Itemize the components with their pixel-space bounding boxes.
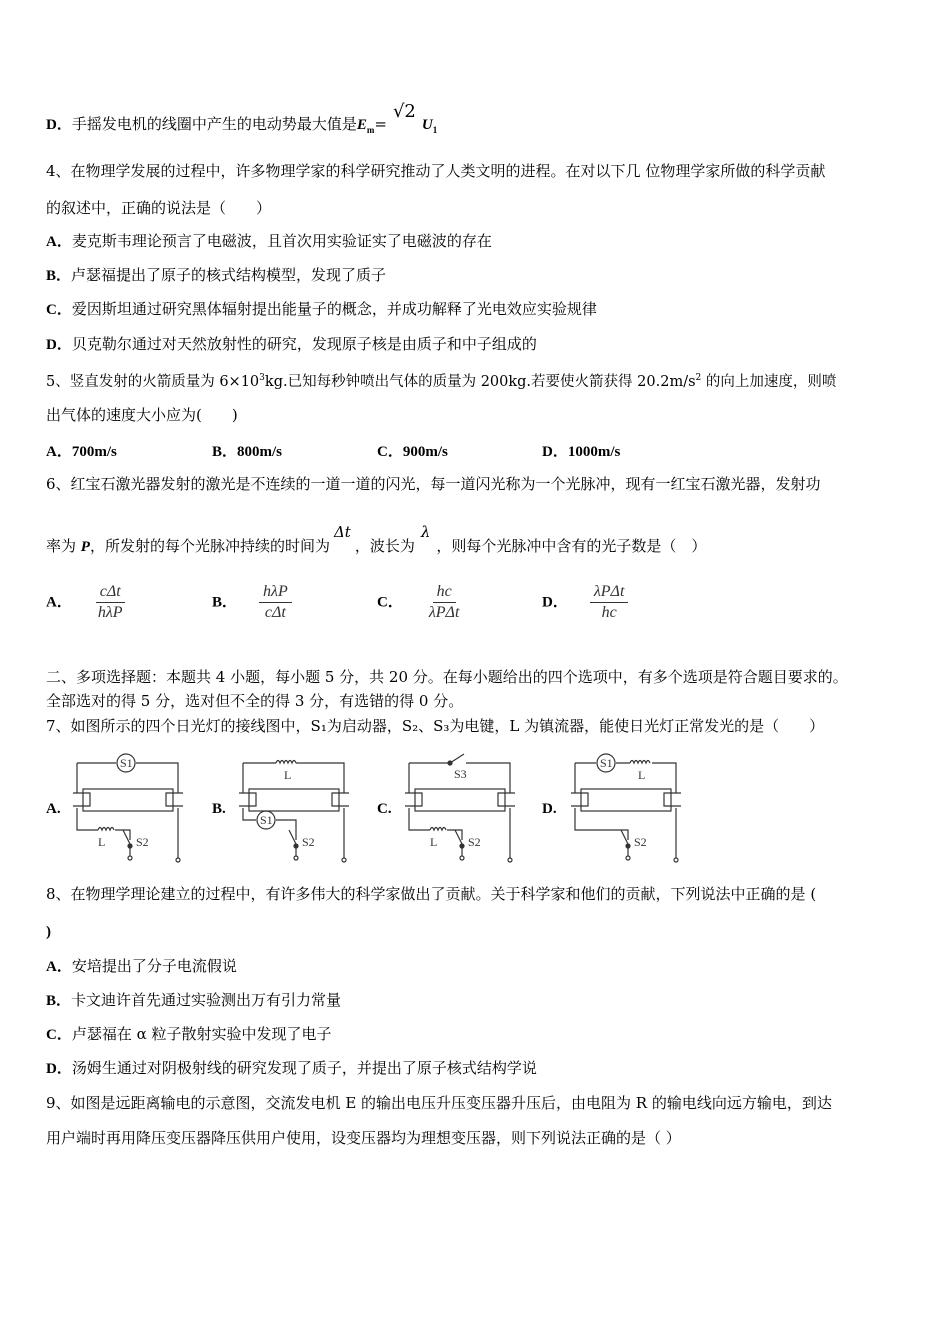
option-label: A．	[46, 444, 72, 460]
svg-text:S2: S2	[634, 835, 647, 849]
q4-stem-1: 4、在物理学发展的过程中，许多物理学家的科学研究推动了人类文明的进程。在对以下几 位物理学家所做的科学贡献	[46, 162, 826, 180]
superscript: 2	[695, 373, 702, 383]
denominator: hc	[601, 604, 617, 621]
q4-stem-2: 的叙述中，正确的说法是（ ）	[46, 199, 272, 217]
circuit-c	[400, 748, 520, 863]
q8-option-c	[46, 1024, 332, 1045]
tube-icon	[581, 789, 671, 811]
q8-stem-1: 8、在物理学理论建立的过程中，有许多伟大的科学家做出了贡献。关于科学家和他们的贡献，下列说法中正确的是 (	[46, 885, 817, 903]
option-text: 爱因斯坦通过研究黑体辐射提出能量子的概念，并成功解释了光电效应实验规律	[71, 300, 597, 318]
tube-icon	[415, 789, 505, 811]
fraction	[590, 582, 629, 623]
circuit-b	[234, 748, 354, 863]
denominator: hλP	[97, 604, 123, 621]
svg-text:S2: S2	[302, 835, 315, 849]
q6-option-d	[542, 582, 628, 623]
option-label: B．	[212, 594, 238, 611]
formula-em: E	[356, 117, 367, 133]
q4-option-b	[46, 265, 386, 286]
stem-text: ，所发射的每个光脉冲持续的时间为	[89, 537, 330, 555]
svg-text:S3: S3	[454, 767, 467, 781]
option-label: A．	[46, 594, 72, 611]
formula-sub: 1	[432, 125, 438, 135]
option-text: 1000m/s	[567, 444, 621, 460]
option-text: 麦克斯韦理论预言了电磁波，且首次用实验证实了电磁波的存在	[71, 232, 492, 250]
q6-option-b	[212, 582, 292, 623]
stem-text: 的向上加速度，则喷	[701, 373, 837, 390]
denominator: λPΔt	[428, 604, 460, 621]
option-label: B．	[46, 993, 72, 1009]
q6-stem-2	[46, 523, 707, 557]
svg-text:L: L	[284, 768, 292, 782]
q9-stem-1: 9、如图是远距离输电的示意图，交流发电机 E 的输出电压升压变压器升压后，由电阻为 R 的输电线向远方输电，到达	[46, 1094, 832, 1112]
stem-text: kg.已知每秒钟喷出气体的质量为 200kg.若要使火箭获得 20.2m/s	[264, 373, 696, 390]
q9-stem-2: 用户端时再用降压变压器降压供用户使用，设变压器均为理想变压器，则下列说法正确的是（ ）	[46, 1129, 681, 1147]
superscript: 3	[259, 373, 265, 383]
option-label: B．	[212, 444, 238, 460]
option-label: C．	[46, 302, 72, 318]
option-text: 800m/s	[237, 444, 283, 460]
option-text: 900m/s	[402, 444, 448, 460]
q8-option-d	[46, 1058, 537, 1079]
symbol-lambda: λ	[420, 523, 431, 541]
q7-option-b-label: B.	[212, 801, 226, 817]
svg-text:S1: S1	[260, 813, 273, 827]
switch-s3-icon	[450, 754, 464, 763]
q6-option-a	[46, 582, 127, 623]
q5-stem-1	[46, 368, 836, 392]
ballast-icon	[430, 828, 446, 831]
q7-option-a-label: A.	[46, 801, 61, 817]
option-label: B．	[46, 268, 72, 284]
option-label: A．	[46, 234, 72, 250]
q5-option-c	[377, 440, 448, 461]
svg-text:S1: S1	[600, 756, 613, 770]
symbol-dt: Δt	[333, 523, 351, 541]
option-label: D．	[46, 337, 72, 353]
option-label: D．	[46, 117, 72, 133]
q4-option-c	[46, 299, 597, 320]
option-label: D．	[542, 444, 568, 460]
fraction	[425, 582, 464, 623]
ballast-icon	[276, 761, 296, 764]
section2-line-1: 二、多项选择题：本题共 4 小题，每小题 5 分，共 20 分。在每小题给出的四个选项中，有多个选项是符合题目要求的。	[46, 668, 848, 686]
svg-text:S1: S1	[120, 756, 133, 770]
option-text: 汤姆生通过对阴极射线的研究发现了质子，并提出了原子核式结构学说	[71, 1059, 537, 1077]
fraction	[94, 582, 127, 623]
option-label: C．	[377, 594, 403, 611]
q8-stem-2: )	[46, 924, 51, 940]
stem-text: ，则每个光脉冲中含有的光子数是（ ）	[436, 537, 707, 555]
option-text: 卡文迪许首先通过实验测出万有引力常量	[71, 991, 342, 1009]
symbol-p: P	[80, 539, 90, 555]
formula-eq: =	[374, 115, 387, 133]
option-text: 卢瑟福提出了原子的核式结构模型，发现了质子	[71, 266, 387, 284]
formula-sqrt: √2	[392, 101, 416, 122]
circuit-d	[566, 748, 686, 863]
stem-text: ，波长为	[354, 537, 415, 555]
section2-line-2: 全部选对的得 5 分，选对但不全的得 3 分，有选错的得 0 分。	[46, 692, 464, 710]
option-text: 贝克勒尔通过对天然放射性的研究，发现原子核是由质子和中子组成的	[71, 335, 537, 353]
option-label: D．	[542, 594, 568, 611]
q8-option-b	[46, 990, 341, 1011]
ballast-icon	[630, 761, 650, 764]
option-label: D．	[46, 1061, 72, 1077]
q4-option-d	[46, 334, 537, 355]
q5-option-d	[542, 440, 620, 461]
formula-u: U	[421, 117, 433, 133]
q7-stem: 7、如图所示的四个日光灯的接线图中，S₁为启动器，S₂、S₃为电键，L 为镇流器，能使日光灯正常发光的是（ ）	[46, 717, 825, 735]
numerator: hc	[433, 582, 456, 603]
option-label: A．	[46, 959, 72, 975]
svg-text:S2: S2	[468, 835, 481, 849]
q5-option-b	[212, 440, 282, 461]
svg-text:S2: S2	[136, 835, 149, 849]
ballast-icon	[98, 828, 114, 831]
numerator: hλP	[259, 582, 292, 603]
option-text: 700m/s	[71, 444, 117, 460]
stem-text: 5、竖直发射的火箭质量为 6×10	[46, 373, 260, 390]
tube-icon	[249, 789, 339, 811]
numerator: cΔt	[96, 582, 125, 603]
svg-text:L: L	[430, 835, 438, 849]
denominator: cΔt	[264, 604, 286, 621]
numerator: λPΔt	[590, 582, 629, 603]
q5-stem-2: 出气体的速度大小应为( )	[46, 406, 238, 424]
option-text: 安培提出了分子电流假说	[71, 957, 237, 975]
q5-option-a	[46, 440, 117, 461]
svg-text:L: L	[98, 835, 106, 849]
q6-option-c	[377, 582, 463, 623]
option-text: 卢瑟福在 α 粒子散射实验中发现了电子	[71, 1025, 332, 1043]
q6-stem-1: 6、红宝石激光器发射的激光是不连续的一道一道的闪光，每一道闪光称为一个光脉冲，现有一红宝石激光器，发射功	[46, 475, 821, 493]
fraction	[259, 582, 292, 623]
svg-text:L: L	[638, 768, 646, 782]
q3-option-d	[46, 101, 438, 140]
stem-text: 率为	[46, 537, 81, 555]
circuit-a	[68, 748, 188, 863]
option-text: 手摇发电机的线圈中产生的电动势最大值是	[71, 115, 357, 133]
q8-option-a	[46, 956, 237, 977]
q7-option-d-label: D.	[542, 801, 557, 817]
option-label: C．	[377, 444, 403, 460]
option-label: C．	[46, 1027, 72, 1043]
q4-option-a	[46, 231, 492, 252]
q7-option-c-label: C.	[377, 801, 392, 817]
formula-sub: m	[366, 125, 375, 135]
tube-icon	[83, 789, 173, 811]
